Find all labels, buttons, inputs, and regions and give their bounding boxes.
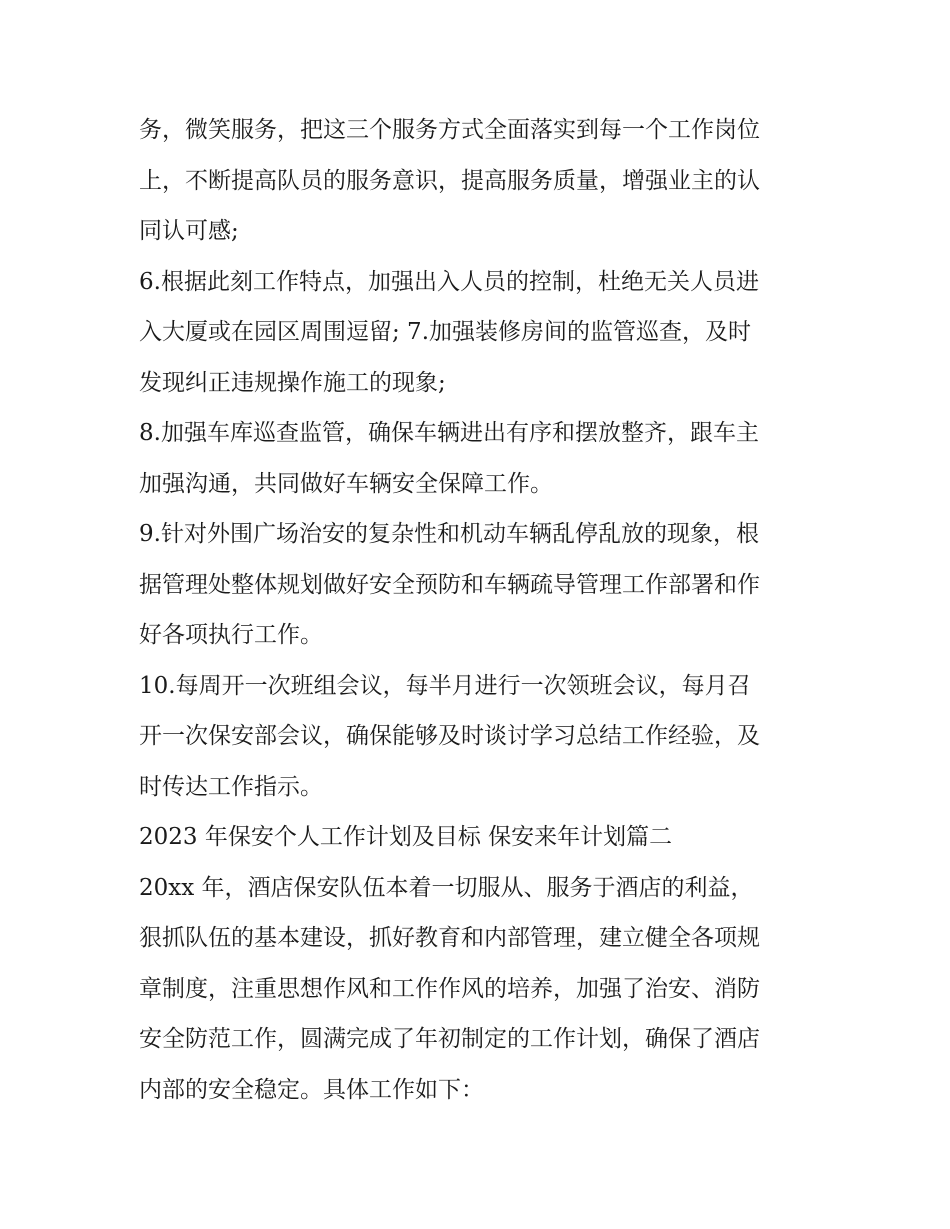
text-line: 开一次保安部会议，确保能够及时谈讨学习总结工作经验，及 [139, 723, 760, 749]
text-line: 9.针对外围广场治安的复杂性和机动车辆乱停乱放的现象，根 [139, 521, 759, 547]
text-line: 好各项执行工作。 [139, 622, 323, 648]
text-line: 务，微笑服务，把这三个服务方式全面落实到每一个工作岗位 [139, 117, 760, 143]
text-line: 10.每周开一次班组会议，每半月进行一次领班会议，每月召 [139, 672, 751, 699]
text-line: 6.根据此刻工作特点，加强出入人员的控制，杜绝无关人员进 [139, 268, 759, 295]
text-line: 据管理处整体规划做好安全预防和车辆疏导管理工作部署和作 [139, 571, 760, 598]
document-body [139, 105, 819, 1115]
text-line: 内部的安全稳定。具体工作如下： [139, 1076, 484, 1103]
text-line: 8.加强车库巡查监管，确保车辆进出有序和摆放整齐，跟车主 [139, 420, 759, 446]
text-line: 加强沟通，共同做好车辆安全保障工作。 [139, 470, 553, 497]
text-line: 上，不断提高队员的服务意识，提高服务质量，增强业主的认 [139, 167, 760, 194]
text-line: 同认可感; [139, 218, 239, 244]
text-line: 时传达工作指示。 [139, 773, 323, 800]
text-line: 安全防范工作，圆满完成了年初制定的工作计划，确保了酒店 [139, 1026, 760, 1052]
section-heading: 2023 年保安个人工作计划及目标 保安来年计划篇二 [139, 824, 673, 850]
text-line: 20xx 年，酒店保安队伍本着一切服从、服务于酒店的利益， [139, 874, 754, 901]
text-line: 入大厦或在园区周围逗留; 7.加强装修房间的监管巡查，及时 [139, 319, 752, 345]
text-line: 狠抓队伍的基本建设，抓好教育和内部管理，建立健全各项规 [139, 925, 760, 951]
text-line: 发现纠正违规操作施工的现象; [139, 369, 446, 396]
text-line: 章制度，注重思想作风和工作作风的培养，加强了治安、消防 [139, 975, 760, 1002]
